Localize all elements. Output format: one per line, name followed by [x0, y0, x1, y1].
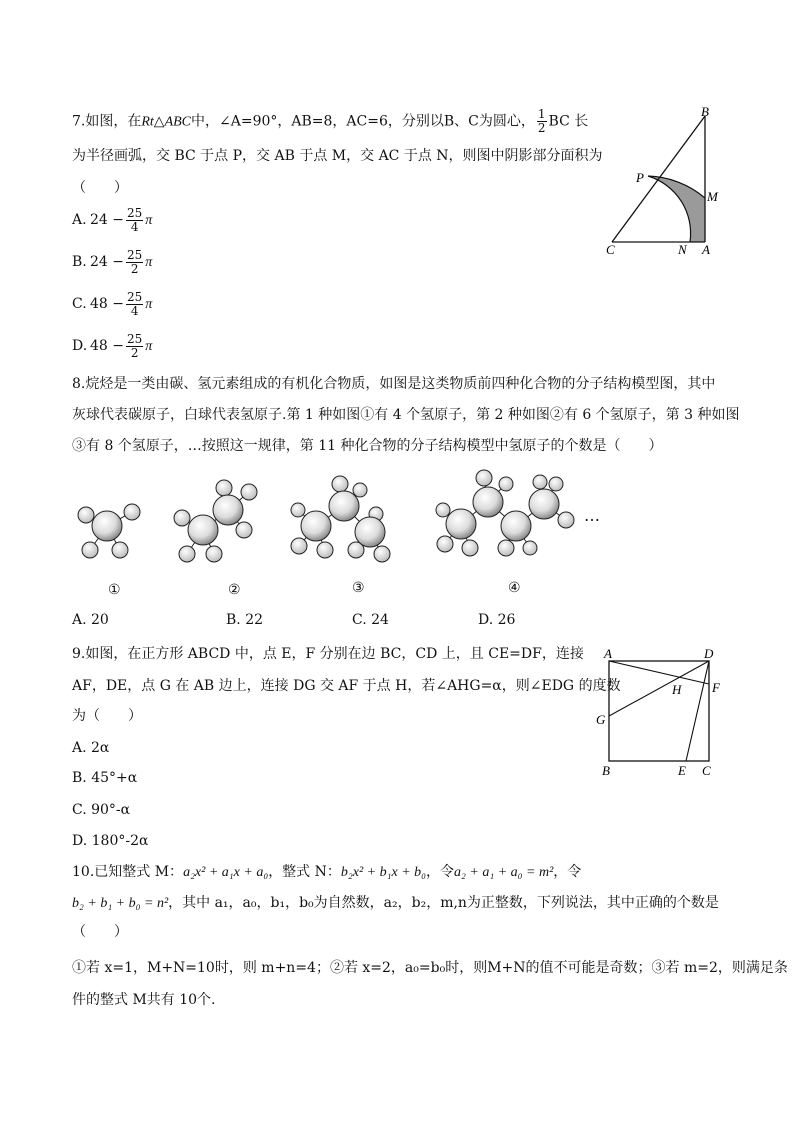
frac-num: 1	[537, 107, 546, 121]
label-f: F	[712, 680, 720, 695]
frac-den: 2	[130, 345, 139, 360]
q10-text-mid2: ，令	[426, 864, 455, 880]
molecule-2	[174, 480, 257, 562]
frac-den: 4	[130, 219, 139, 234]
q8-stem-line1: 8.烷烃是一类由碳、氢元素组成的有机化合物质，如图是这类物质前四种化合物的分子结构模型图，其中	[72, 376, 716, 392]
molecule-1	[78, 504, 140, 558]
option-fraction	[126, 249, 143, 276]
q7-triangle: Rt△ABC	[141, 114, 192, 130]
q9-square-figure	[592, 644, 732, 784]
q8-choice-a: A. 20	[72, 612, 109, 628]
label-a: A	[604, 646, 612, 661]
q8-molecule-figures	[60, 462, 620, 572]
label-c: C	[606, 242, 615, 257]
q7-option-d	[72, 332, 152, 361]
q10-expr-n: b₂x² + b₁x + b₀	[340, 865, 427, 880]
square-abcd	[609, 661, 709, 761]
q8-stem-line3: ③有 8 个氢原子，…按照这一规律，第 11 种化合物的分子结构模型中氢原子的个数是（ ）	[72, 438, 663, 454]
q10-stem-line4: ①若 x=1，M+N=10时，则 m+n=4；②若 x=2，a₀=b₀时，则M+N的值不可能是奇数；③若 m=2，则满足条	[72, 960, 788, 976]
q9-stem-line2: AF，DE，点 G 在 AB 边上，连接 DG 交 AF 于点 H，若∠AHG=α，则∠EDG 的度数	[72, 678, 621, 694]
frac-den: 2	[537, 121, 546, 135]
q8-choice-d: D. 26	[478, 612, 516, 628]
q7-option-a	[72, 206, 152, 235]
q7-text-mid: 中，∠A=90°，AB=8，AC=6，分别以B、C为圆心，	[191, 113, 535, 130]
q8-figure-label-3: ③	[352, 580, 365, 596]
segment-dg	[609, 661, 709, 716]
option-fraction	[126, 291, 143, 318]
frac-num: 25	[127, 205, 143, 220]
q9-option-d: D. 180°-2α	[72, 833, 149, 849]
q10-text-post: ，令	[553, 864, 582, 880]
q8-figure-label-1: ①	[108, 582, 121, 598]
option-pi: π	[145, 213, 153, 228]
frac-num: 25	[127, 247, 143, 262]
q7-stem-line2: 为半径画弧，交 BC 于点 P，交 AB 于点 M，交 AC 于点 N，则图中阴影部分面积为	[72, 148, 603, 164]
q10-expr-b-sum: b₂ + b₁ + b₀ = n²	[72, 896, 169, 911]
frac-den: 4	[130, 303, 139, 318]
molecule-3	[291, 476, 390, 562]
q10-stem-line5: 件的整式 M共有 10个.	[72, 992, 216, 1008]
option-fraction	[126, 207, 143, 234]
q7-text-pre: 7.如图，在	[72, 113, 142, 130]
q10-stem-line2	[72, 893, 719, 914]
option-base: 24 −	[90, 212, 124, 228]
q7-option-c	[72, 290, 152, 319]
q10-expr-m: a₂x² + a₁x + a₀	[183, 865, 269, 880]
segment-af	[609, 661, 709, 684]
option-base: 48 −	[90, 296, 124, 312]
q7-half-fraction	[537, 108, 547, 135]
option-key: A.	[72, 212, 87, 228]
label-b: B	[701, 104, 709, 119]
frac-num: 25	[127, 289, 143, 304]
option-key: B.	[72, 254, 87, 270]
label-h: H	[672, 682, 682, 697]
q9-option-c: C. 90°-α	[72, 802, 131, 818]
q9-option-a: A. 2α	[72, 740, 110, 756]
label-c: C	[702, 763, 711, 778]
q8-choice-b: B. 22	[226, 612, 264, 628]
q7-option-b	[72, 248, 152, 277]
q10-expr-a-sum: a₂ + a₁ + a₀ = m²	[454, 865, 554, 880]
option-key: C.	[72, 296, 87, 312]
q9-stem-line3: 为（ ）	[72, 708, 142, 724]
label-m: M	[707, 189, 718, 204]
q10-text-line2: ，其中 a₁，a₀，b₁，b₀为自然数，a₂，b₂，m,n为正整数，下列说法，其中正确的个数是	[168, 895, 719, 911]
q7-text-post: BC 长	[548, 113, 589, 130]
frac-num: 25	[127, 331, 143, 346]
option-pi: π	[145, 297, 153, 312]
option-fraction	[126, 333, 143, 360]
label-d: D	[704, 646, 714, 661]
segment-de	[686, 661, 709, 761]
label-g: G	[596, 712, 606, 727]
q10-paren: （ ）	[72, 924, 128, 940]
q8-figure-label-4: ④	[508, 580, 521, 596]
option-base: 24 −	[90, 254, 124, 270]
q7-stem-line1	[72, 108, 588, 135]
q10-stem-line1	[72, 862, 581, 883]
frac-den: 2	[130, 261, 139, 276]
q7-paren: （ ）	[72, 180, 128, 196]
q8-ellipsis: …	[584, 506, 600, 525]
option-pi: π	[145, 255, 153, 270]
q9-stem-line1: 9.如图，在正方形 ABCD 中，点 E，F 分别在边 BC，CD 上，且 CE=DF，连接	[72, 646, 584, 662]
q10-text-mid: ，整式 N：	[268, 864, 341, 880]
shaded-region	[648, 176, 705, 242]
q7-triangle-figure	[600, 100, 730, 260]
q10-text-pre: 10.已知整式 M：	[72, 864, 184, 880]
label-n: N	[678, 242, 687, 257]
q8-figure-label-2: ②	[228, 582, 241, 598]
label-b: B	[602, 763, 610, 778]
q9-option-b: B. 45°+α	[72, 770, 138, 786]
q8-stem-line2: 灰球代表碳原子，白球代表氢原子.第 1 种如图①有 4 个氢原子，第 2 种如图②有 6 个氢原子，第 3 种如图	[72, 407, 740, 423]
option-key: D.	[72, 338, 88, 354]
label-a: A	[702, 242, 710, 257]
option-base: 48 −	[90, 338, 124, 354]
molecule-4	[436, 470, 574, 556]
q8-choice-c: C. 24	[352, 612, 389, 628]
label-e: E	[678, 763, 686, 778]
label-p: P	[636, 170, 644, 185]
option-pi: π	[145, 339, 153, 354]
